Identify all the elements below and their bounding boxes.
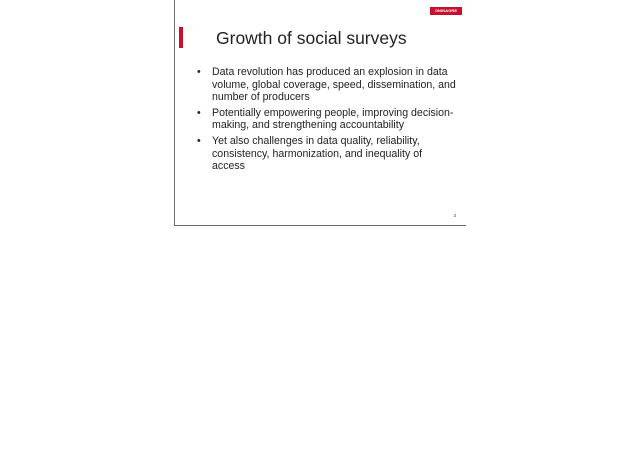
bullet-text: Potentially empowering people, improving decision-making, and strengthening accountability (212, 106, 454, 132)
bullet-item (195, 107, 457, 132)
bullet-text: Yet also challenges in data quality, reliability, consistency, harmonization, and inequality of access (212, 134, 423, 173)
title-accent-bar (179, 27, 183, 48)
bullet-list (195, 66, 457, 176)
bullet-dot-icon: • (197, 106, 201, 119)
slide-title: Growth of social surveys (216, 28, 407, 48)
slide (174, 0, 466, 226)
bullet-item (195, 66, 457, 104)
corner-badge: ONINAGRE (430, 7, 462, 15)
bullet-item (195, 135, 457, 173)
bullet-dot-icon: • (197, 66, 201, 78)
bullet-dot-icon: • (197, 134, 201, 147)
bullet-text: Data revolution has produced an explosion in data volume, global coverage, speed, dissemination, and number of producers (212, 66, 456, 104)
page-number: 3 (453, 213, 456, 218)
